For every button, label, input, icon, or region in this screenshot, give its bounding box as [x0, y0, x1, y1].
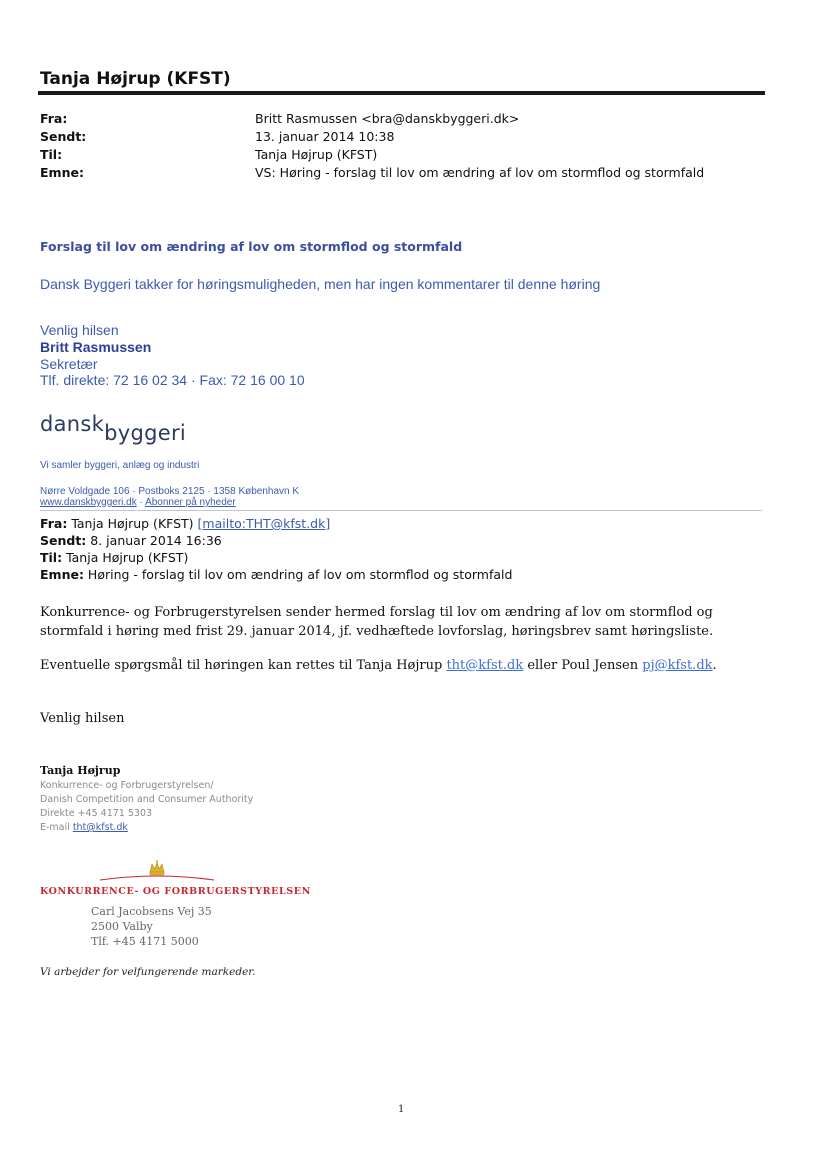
fra-value: Britt Rasmussen <bra@danskbyggeri.dk> — [255, 111, 520, 126]
db-tagline: Vi samler byggeri, anlæg og industri — [40, 460, 200, 471]
dansk-byggeri-logo — [40, 412, 187, 445]
kfst-email-link[interactable]: tht@kfst.dk — [72, 822, 128, 833]
kfst-logo-text: KONKURRENCE- OG FORBRUGERSTYRELSEN — [40, 886, 311, 897]
kfst-org-line-2: Danish Competition and Consumer Authority — [40, 794, 254, 805]
fwd-emne-value: Høring - forslag til lov om ændring af lov om stormflod og stormfald — [83, 567, 513, 582]
db-website-link[interactable]: www.danskbyggeri.dk — [40, 497, 137, 508]
kfst-address-street: Carl Jacobsens Vej 35 — [91, 905, 212, 918]
kfst-email-line: E-mail tht@kfst.dk — [40, 822, 128, 833]
db-address: Nørre Voldgade 106 · Postboks 2125 · 1358 København K — [40, 486, 300, 497]
kfst-address-phone: Tlf. +45 4171 5000 — [91, 935, 199, 948]
fwd-emne-label: Emne: — [40, 567, 84, 582]
logo-word-byggeri: byggeri — [104, 421, 187, 445]
fwd-fra-label: Fra: — [40, 516, 68, 531]
body-paragraph-1-line-2: stormfald i høring med frist 29. januar 2014, jf. vedhæftede lovforslag, høringsbrev samt høringsliste. — [40, 624, 714, 639]
forward-divider — [40, 510, 762, 511]
reply-sender-name: Britt Rasmussen — [40, 339, 152, 355]
db-links-separator: · — [136, 497, 146, 508]
emne-label: Emne: — [40, 165, 84, 180]
reply-sender-phone: Tlf. direkte: 72 16 02 34 · Fax: 72 16 00 10 — [40, 372, 305, 388]
kfst-org-line-1: Konkurrence- og Forbrugerstyrelsen/ — [40, 780, 214, 791]
body-greeting: Venlig hilsen — [40, 711, 125, 726]
reply-sender-role: Sekretær — [40, 356, 98, 372]
db-links — [40, 497, 236, 508]
fwd-til-value: Tanja Højrup (KFST) — [62, 550, 189, 565]
fwd-mailto-link[interactable]: [mailto:THT@kfst.dk] — [197, 516, 331, 531]
fwd-emne-line — [40, 566, 512, 583]
db-subscribe-link[interactable]: Abonner på nyheder — [145, 497, 236, 508]
fwd-til-line — [40, 549, 188, 566]
kfst-direct-phone: Direkte +45 4171 5303 — [40, 808, 153, 819]
til-value: Tanja Højrup (KFST) — [255, 147, 378, 162]
fwd-fra-line — [40, 515, 330, 532]
kfst-logo-emblem — [40, 858, 270, 888]
fwd-til-label: Til: — [40, 550, 63, 565]
reply-text: Dansk Byggeri takker for høringsmuligheden, men har ingen kommentarer til denne høring — [40, 276, 601, 292]
kfst-sender-name: Tanja Højrup — [40, 764, 121, 777]
kfst-address-city: 2500 Valby — [91, 920, 153, 933]
sendt-value: 13. januar 2014 10:38 — [255, 129, 395, 144]
reply-heading: Forslag til lov om ændring af lov om stormflod og stormfald — [40, 239, 463, 254]
fwd-sendt-label: Sendt: — [40, 533, 87, 548]
title-divider — [38, 91, 765, 95]
document-title: Tanja Højrup (KFST) — [40, 69, 231, 89]
logo-word-dansk: dansk — [40, 412, 105, 436]
page-number: 1 — [398, 1104, 405, 1115]
sendt-label: Sendt: — [40, 129, 87, 144]
crown-icon — [40, 858, 270, 888]
emne-value: VS: Høring - forslag til lov om ændring af lov om stormflod og stormfald — [255, 165, 705, 180]
kfst-motto: Vi arbejder for velfungerende markeder. — [40, 966, 256, 978]
fwd-sendt-line — [40, 532, 222, 549]
body-paragraph-1-line-1: Konkurrence- og Forbrugerstyrelsen sender hermed forslag til lov om ændring af lov om stormflod og — [40, 605, 713, 620]
fra-label: Fra: — [40, 111, 68, 126]
email-link-pj[interactable]: pj@kfst.dk — [642, 658, 713, 673]
reply-greeting: Venlig hilsen — [40, 322, 119, 338]
fwd-fra-value: Tanja Højrup (KFST) — [67, 516, 198, 531]
body-paragraph-2: Eventuelle spørgsmål til høringen kan rettes til Tanja Højrup tht@kfst.dk eller Poul Jensen pj@kfst.dk. — [40, 658, 717, 673]
email-link-tht[interactable]: tht@kfst.dk — [446, 658, 524, 673]
til-label: Til: — [40, 147, 63, 162]
fwd-sendt-value: 8. januar 2014 16:36 — [86, 533, 222, 548]
